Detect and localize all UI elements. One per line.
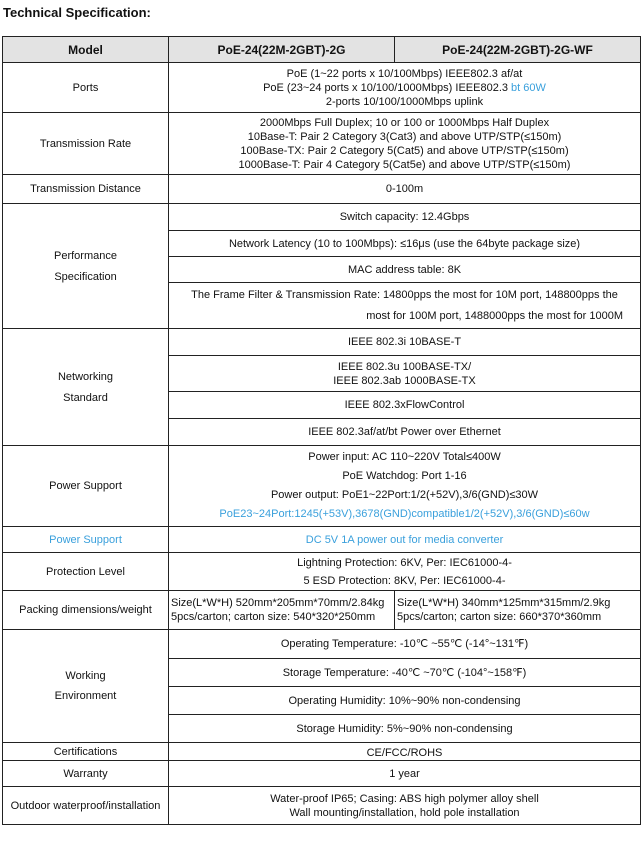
value-transmission-distance: 0-100m bbox=[169, 175, 641, 204]
label-environment-2: Environment bbox=[54, 690, 117, 702]
value-power-support bbox=[169, 446, 641, 527]
label-packing: Packing dimensions/weight bbox=[3, 591, 169, 630]
row-power-support bbox=[3, 446, 641, 527]
value-protection bbox=[169, 553, 641, 591]
rate-line: 100Base-TX: Pair 2 Category 5(Cat5) and above UTP/STP(≤150m) bbox=[240, 144, 569, 157]
value-op-temp: Operating Temperature: -10℃ ~55℃ (-14°~131℉) bbox=[169, 630, 641, 659]
row-certifications bbox=[3, 743, 641, 761]
outdoor-line-2: Wall mounting/installation, hold pole installation bbox=[289, 806, 520, 819]
value-std-4: IEEE 802.3af/at/bt Power over Ethernet bbox=[169, 419, 641, 446]
value-certifications: CE/FCC/ROHS bbox=[169, 743, 641, 761]
frame-line-1: The Frame Filter & Transmission Rate: 14800pps the most for 10M port, 148800pps the bbox=[191, 288, 618, 301]
value-switch-capacity: Switch capacity: 12.4Gbps bbox=[169, 204, 641, 231]
label-environment bbox=[3, 630, 169, 743]
label-protection: Protection Level bbox=[3, 553, 169, 591]
value-op-humidity: Operating Humidity: 10%~90% non-condensing bbox=[169, 687, 641, 715]
label-power-support-2: Power Support bbox=[3, 527, 169, 553]
value-std-3: IEEE 802.3xFlowControl bbox=[169, 392, 641, 419]
label-performance bbox=[3, 204, 169, 329]
value-packing-1 bbox=[169, 591, 395, 630]
value-mac-table: MAC address table: 8K bbox=[169, 257, 641, 283]
rate-line: 2000Mbps Full Duplex; 10 or 100 or 1000Mbps Half Duplex bbox=[259, 116, 550, 129]
packing-1-line-2: 5pcs/carton; carton size: 540*320*250mm bbox=[171, 611, 376, 623]
value-st-temp: Storage Temperature: -40℃ ~70℃ (-104°~158℉) bbox=[169, 659, 641, 687]
row-packing bbox=[3, 591, 641, 630]
protection-line-2: 5 ESD Protection: 8KV, Per: IEC61000-4- bbox=[303, 574, 506, 587]
ports-line-1: PoE (1~22 ports x 10/100Mbps) IEEE802.3 af/at bbox=[286, 67, 523, 80]
row-environment bbox=[3, 630, 641, 659]
outdoor-line-1: Water-proof IP65; Casing: ABS high polymer alloy shell bbox=[270, 792, 539, 805]
header-model: Model bbox=[3, 37, 169, 63]
label-networking-1: Networking bbox=[57, 370, 114, 383]
ports-line-2-highlight: bt 60W bbox=[508, 81, 546, 94]
value-power-support-2: DC 5V 1A power out for media converter bbox=[169, 527, 641, 553]
power-watchdog: PoE Watchdog: Port 1-16 bbox=[342, 470, 467, 482]
label-performance-1: Performance bbox=[54, 249, 117, 262]
label-environment-1: Working bbox=[65, 670, 106, 682]
label-networking-2: Standard bbox=[63, 391, 108, 404]
power-input: Power input: AC 110~220V Total≤400W bbox=[308, 451, 501, 463]
header-model-1: PoE-24(22M-2GBT)-2G bbox=[169, 37, 395, 63]
row-ports bbox=[3, 63, 641, 113]
row-outdoor bbox=[3, 787, 641, 825]
value-transmission-rate bbox=[169, 113, 641, 175]
row-warranty bbox=[3, 761, 641, 787]
label-networking bbox=[3, 329, 169, 446]
spec-table bbox=[2, 36, 641, 825]
label-warranty: Warranty bbox=[3, 761, 169, 787]
value-ports bbox=[169, 63, 641, 113]
table-header-row bbox=[3, 37, 641, 63]
protection-line-1: Lightning Protection: 6KV, Per: IEC61000-4- bbox=[297, 556, 512, 569]
header-model-2: PoE-24(22M-2GBT)-2G-WF bbox=[395, 37, 641, 63]
value-st-humidity: Storage Humidity: 5%~90% non-condensing bbox=[169, 715, 641, 743]
packing-2-line-1: Size(L*W*H) 340mm*125mm*315mm/2.9kg bbox=[397, 597, 611, 609]
rate-line: 10Base-T: Pair 2 Category 3(Cat3) and above UTP/STP(≤150m) bbox=[247, 130, 562, 143]
label-ports: Ports bbox=[3, 63, 169, 113]
ports-line-2 bbox=[172, 81, 637, 95]
row-networking bbox=[3, 329, 641, 356]
packing-1-line-1: Size(L*W*H) 520mm*205mm*70mm/2.84kg bbox=[171, 597, 385, 609]
std-2a: IEEE 802.3u 100BASE-TX/ bbox=[337, 360, 472, 373]
row-transmission-rate bbox=[3, 113, 641, 175]
frame-line-2: most for 100M port, 1488000pps the most for 1000M bbox=[366, 309, 623, 322]
row-power-support-2 bbox=[3, 527, 641, 553]
row-performance bbox=[3, 204, 641, 231]
value-std-1: IEEE 802.3i 10BASE-T bbox=[169, 329, 641, 356]
row-transmission-distance bbox=[3, 175, 641, 204]
rate-line: 1000Base-T: Pair 4 Category 5(Cat5e) and above UTP/STP(≤150m) bbox=[238, 158, 571, 171]
ports-line-3: 2-ports 10/100/1000Mbps uplink bbox=[325, 95, 484, 108]
power-output: Power output: PoE1~22Port:1/2(+52V),3/6(GND)≤30W bbox=[270, 489, 539, 501]
label-power-support: Power Support bbox=[3, 446, 169, 527]
value-outdoor bbox=[169, 787, 641, 825]
label-certifications: Certifications bbox=[3, 743, 169, 761]
label-transmission-distance: Transmission Distance bbox=[3, 175, 169, 204]
label-transmission-rate: Transmission Rate bbox=[3, 113, 169, 175]
packing-2-line-2: 5pcs/carton; carton size: 660*370*360mm bbox=[397, 611, 602, 623]
std-2b: IEEE 802.3ab 1000BASE-TX bbox=[333, 374, 476, 387]
value-frame-filter bbox=[169, 283, 641, 329]
value-packing-2 bbox=[395, 591, 641, 630]
ports-line-2-text: PoE (23~24 ports x 10/100/1000Mbps) IEEE802.3 bbox=[263, 81, 508, 94]
page-title: Technical Specification: bbox=[3, 5, 151, 20]
value-warranty: 1 year bbox=[169, 761, 641, 787]
label-performance-2: Specification bbox=[54, 270, 117, 283]
row-protection bbox=[3, 553, 641, 591]
value-std-2 bbox=[169, 356, 641, 392]
power-output-highlight: PoE23~24Port:1245(+53V),3678(GND)compatible1/2(+52V),3/6(GND)≤60w bbox=[219, 508, 590, 520]
value-latency: Network Latency (10 to 100Mbps): ≤16μs (use the 64byte package size) bbox=[169, 231, 641, 257]
label-outdoor: Outdoor waterproof/installation bbox=[3, 787, 169, 825]
